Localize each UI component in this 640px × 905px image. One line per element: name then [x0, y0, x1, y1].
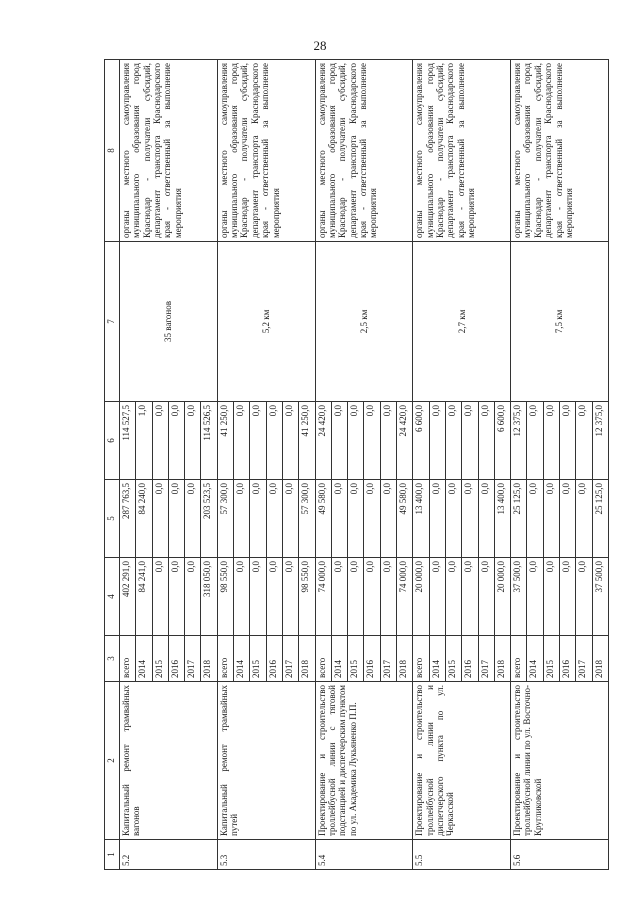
amount-budget-cell: 0,0 — [364, 480, 380, 558]
amount-total-cell: 0,0 — [478, 558, 494, 636]
amount-total-cell: 0,0 — [429, 558, 445, 636]
amount-budget-cell: 203 523,5 — [201, 480, 217, 558]
amount-budget-cell: 0,0 — [250, 480, 266, 558]
amount-total-cell: 0,0 — [560, 558, 576, 636]
amount-budget-cell: 287 763,5 — [120, 480, 136, 558]
table-row — [120, 60, 136, 870]
column-number: 1 — [105, 840, 120, 870]
amount-budget-cell: 0,0 — [266, 480, 282, 558]
amount-total-cell: 20 000,0 — [413, 558, 429, 636]
amount-local-cell: 0,0 — [250, 402, 266, 480]
amount-budget-cell: 13 400,0 — [413, 480, 429, 558]
amount-local-cell: 0,0 — [576, 402, 592, 480]
year-cell: 2018 — [201, 636, 217, 682]
amount-total-cell: 0,0 — [168, 558, 184, 636]
year-cell: 2014 — [331, 636, 347, 682]
amount-local-cell: 0,0 — [282, 402, 298, 480]
column-number: 6 — [105, 402, 120, 480]
amount-total-cell: 318 050,0 — [201, 558, 217, 636]
amount-total-cell: 0,0 — [364, 558, 380, 636]
amount-local-cell: 0,0 — [185, 402, 201, 480]
amount-total-cell: 0,0 — [152, 558, 168, 636]
amount-total-cell: 0,0 — [250, 558, 266, 636]
item-number: 5.2 — [120, 840, 218, 870]
amount-total-cell: 98 550,0 — [299, 558, 315, 636]
amount-budget-cell: 0,0 — [478, 480, 494, 558]
year-cell: 2014 — [234, 636, 250, 682]
year-cell: 2016 — [168, 636, 184, 682]
amount-total-cell: 74 000,0 — [397, 558, 413, 636]
amount-local-cell: 6 600,0 — [494, 402, 510, 480]
amount-local-cell: 41 250,0 — [299, 402, 315, 480]
indicator-cell: 2,7 км — [413, 242, 511, 402]
indicator-cell: 2,5 км — [315, 242, 413, 402]
year-cell: 2018 — [397, 636, 413, 682]
amount-local-cell: 0,0 — [331, 402, 347, 480]
year-cell: 2014 — [527, 636, 543, 682]
amount-local-cell: 24 420,0 — [397, 402, 413, 480]
amount-local-cell: 0,0 — [348, 402, 364, 480]
amount-total-cell: 0,0 — [266, 558, 282, 636]
table-row — [315, 60, 331, 870]
amount-budget-cell: 0,0 — [282, 480, 298, 558]
amount-total-cell: 0,0 — [527, 558, 543, 636]
rotated-table-frame — [104, 60, 609, 870]
amount-total-cell: 84 241,0 — [136, 558, 152, 636]
item-name: Капитальный ремонт трамвайных вагонов — [120, 682, 218, 840]
responsible-cell: органы местного самоуправления муниципального образования город Краснодар - получатели субсидий, департамент транспорта Краснодарского края - ответственный за выполнение мероприятия — [315, 60, 413, 242]
year-cell: 2017 — [478, 636, 494, 682]
amount-local-cell: 1,0 — [136, 402, 152, 480]
indicator-cell: 35 вагонов — [120, 242, 218, 402]
amount-local-cell: 12 375,0 — [511, 402, 527, 480]
table-row — [511, 60, 527, 870]
year-cell: всего — [511, 636, 527, 682]
year-cell: 2015 — [152, 636, 168, 682]
item-name: Проектирование и строительство троллейбусной линии с тяговой подстанцией и диспетчерским пунктом по ул. Академика Лукьяненко П.П. — [315, 682, 413, 840]
amount-local-cell: 0,0 — [429, 402, 445, 480]
year-cell: 2015 — [348, 636, 364, 682]
column-number-row — [105, 60, 120, 870]
item-number: 5.5 — [413, 840, 511, 870]
amount-local-cell: 114 526,5 — [201, 402, 217, 480]
year-cell: 2015 — [445, 636, 461, 682]
year-cell: 2018 — [592, 636, 608, 682]
amount-local-cell: 0,0 — [445, 402, 461, 480]
amount-local-cell: 0,0 — [527, 402, 543, 480]
amount-total-cell: 0,0 — [543, 558, 559, 636]
amount-local-cell: 0,0 — [462, 402, 478, 480]
item-name: Проектирование и строительство троллейбусной линии и диспетчерского пункта по ул. Черкасской — [413, 682, 511, 840]
column-number: 7 — [105, 242, 120, 402]
amount-local-cell: 0,0 — [364, 402, 380, 480]
amount-local-cell: 114 527,5 — [120, 402, 136, 480]
table-body — [120, 60, 609, 870]
amount-budget-cell: 0,0 — [152, 480, 168, 558]
amount-local-cell: 24 420,0 — [315, 402, 331, 480]
year-cell: 2017 — [576, 636, 592, 682]
year-cell: 2016 — [266, 636, 282, 682]
amount-local-cell: 0,0 — [543, 402, 559, 480]
amount-budget-cell: 0,0 — [527, 480, 543, 558]
year-cell: 2015 — [543, 636, 559, 682]
responsible-cell: органы местного самоуправления муниципального образования город Краснодар - получатели субсидий, департамент транспорта Краснодарского края - ответственный за выполнение мероприятия — [217, 60, 315, 242]
amount-total-cell: 74 000,0 — [315, 558, 331, 636]
column-number: 2 — [105, 682, 120, 840]
amount-budget-cell: 25 125,0 — [511, 480, 527, 558]
year-cell: 2017 — [380, 636, 396, 682]
amount-local-cell: 0,0 — [560, 402, 576, 480]
year-cell: 2016 — [462, 636, 478, 682]
amount-budget-cell: 0,0 — [560, 480, 576, 558]
amount-local-cell: 12 375,0 — [592, 402, 608, 480]
amount-budget-cell: 0,0 — [348, 480, 364, 558]
column-number: 4 — [105, 558, 120, 636]
amount-total-cell: 0,0 — [282, 558, 298, 636]
amount-total-cell: 0,0 — [185, 558, 201, 636]
amount-budget-cell: 0,0 — [168, 480, 184, 558]
year-cell: всего — [120, 636, 136, 682]
year-cell: 2014 — [136, 636, 152, 682]
amount-budget-cell: 25 125,0 — [592, 480, 608, 558]
amount-total-cell: 0,0 — [576, 558, 592, 636]
item-number: 5.3 — [217, 840, 315, 870]
amount-budget-cell: 13 400,0 — [494, 480, 510, 558]
year-cell: всего — [217, 636, 233, 682]
item-name: Капитальный ремонт трамвайных путей — [217, 682, 315, 840]
responsible-cell: органы местного самоуправления муниципального образования город Краснодар - получатели субсидий, департамент транспорта Краснодарского края - ответственный за выполнение мероприятия — [120, 60, 218, 242]
year-cell: 2017 — [185, 636, 201, 682]
amount-budget-cell: 0,0 — [543, 480, 559, 558]
year-cell: 2016 — [364, 636, 380, 682]
indicator-cell: 5,2 км — [217, 242, 315, 402]
amount-total-cell: 37 500,0 — [592, 558, 608, 636]
amount-budget-cell: 49 580,0 — [397, 480, 413, 558]
year-cell: 2017 — [282, 636, 298, 682]
amount-budget-cell: 0,0 — [331, 480, 347, 558]
item-number: 5.4 — [315, 840, 413, 870]
year-cell: всего — [413, 636, 429, 682]
responsible-cell: органы местного самоуправления муниципального образования город Краснодар - получатели субсидий, департамент транспорта Краснодарского края - ответственный за выполнение мероприятия — [413, 60, 511, 242]
amount-total-cell: 0,0 — [462, 558, 478, 636]
amount-total-cell: 0,0 — [348, 558, 364, 636]
column-number: 5 — [105, 480, 120, 558]
amount-budget-cell: 0,0 — [380, 480, 396, 558]
amount-total-cell: 37 500,0 — [511, 558, 527, 636]
amount-budget-cell: 0,0 — [429, 480, 445, 558]
amount-total-cell: 0,0 — [331, 558, 347, 636]
amount-budget-cell: 57 300,0 — [299, 480, 315, 558]
amount-budget-cell: 0,0 — [462, 480, 478, 558]
amount-local-cell: 0,0 — [234, 402, 250, 480]
responsible-cell: органы местного самоуправления муниципального образования город Краснодар - получатели субсидий, департамент транспорта Краснодарского края - ответственный за выполнение мероприятия — [511, 60, 609, 242]
amount-local-cell: 0,0 — [478, 402, 494, 480]
amount-total-cell: 0,0 — [234, 558, 250, 636]
amount-local-cell: 6 600,0 — [413, 402, 429, 480]
amount-local-cell: 0,0 — [168, 402, 184, 480]
item-name: Проектирование и строительство троллейбусной линии по ул. Восточно-Кругликовской — [511, 682, 609, 840]
item-number: 5.6 — [511, 840, 609, 870]
amount-budget-cell: 0,0 — [576, 480, 592, 558]
amount-local-cell: 0,0 — [266, 402, 282, 480]
amount-total-cell: 0,0 — [445, 558, 461, 636]
table-container — [104, 60, 609, 870]
amount-local-cell: 0,0 — [380, 402, 396, 480]
amount-local-cell: 41 250,0 — [217, 402, 233, 480]
year-cell: 2014 — [429, 636, 445, 682]
program-table — [104, 59, 609, 870]
year-cell: всего — [315, 636, 331, 682]
page-number: 28 — [313, 38, 327, 53]
amount-budget-cell: 0,0 — [185, 480, 201, 558]
amount-total-cell: 98 550,0 — [217, 558, 233, 636]
amount-total-cell: 20 000,0 — [494, 558, 510, 636]
year-cell: 2018 — [494, 636, 510, 682]
column-number: 3 — [105, 636, 120, 682]
column-number: 8 — [105, 60, 120, 242]
amount-budget-cell: 49 580,0 — [315, 480, 331, 558]
year-cell: 2016 — [560, 636, 576, 682]
amount-total-cell: 402 291,0 — [120, 558, 136, 636]
amount-budget-cell: 0,0 — [234, 480, 250, 558]
table-row — [413, 60, 429, 870]
amount-budget-cell: 0,0 — [445, 480, 461, 558]
year-cell: 2018 — [299, 636, 315, 682]
table-row — [217, 60, 233, 870]
amount-total-cell: 0,0 — [380, 558, 396, 636]
amount-local-cell: 0,0 — [152, 402, 168, 480]
year-cell: 2015 — [250, 636, 266, 682]
amount-budget-cell: 57 300,0 — [217, 480, 233, 558]
indicator-cell: 7,5 км — [511, 242, 609, 402]
amount-budget-cell: 84 240,0 — [136, 480, 152, 558]
